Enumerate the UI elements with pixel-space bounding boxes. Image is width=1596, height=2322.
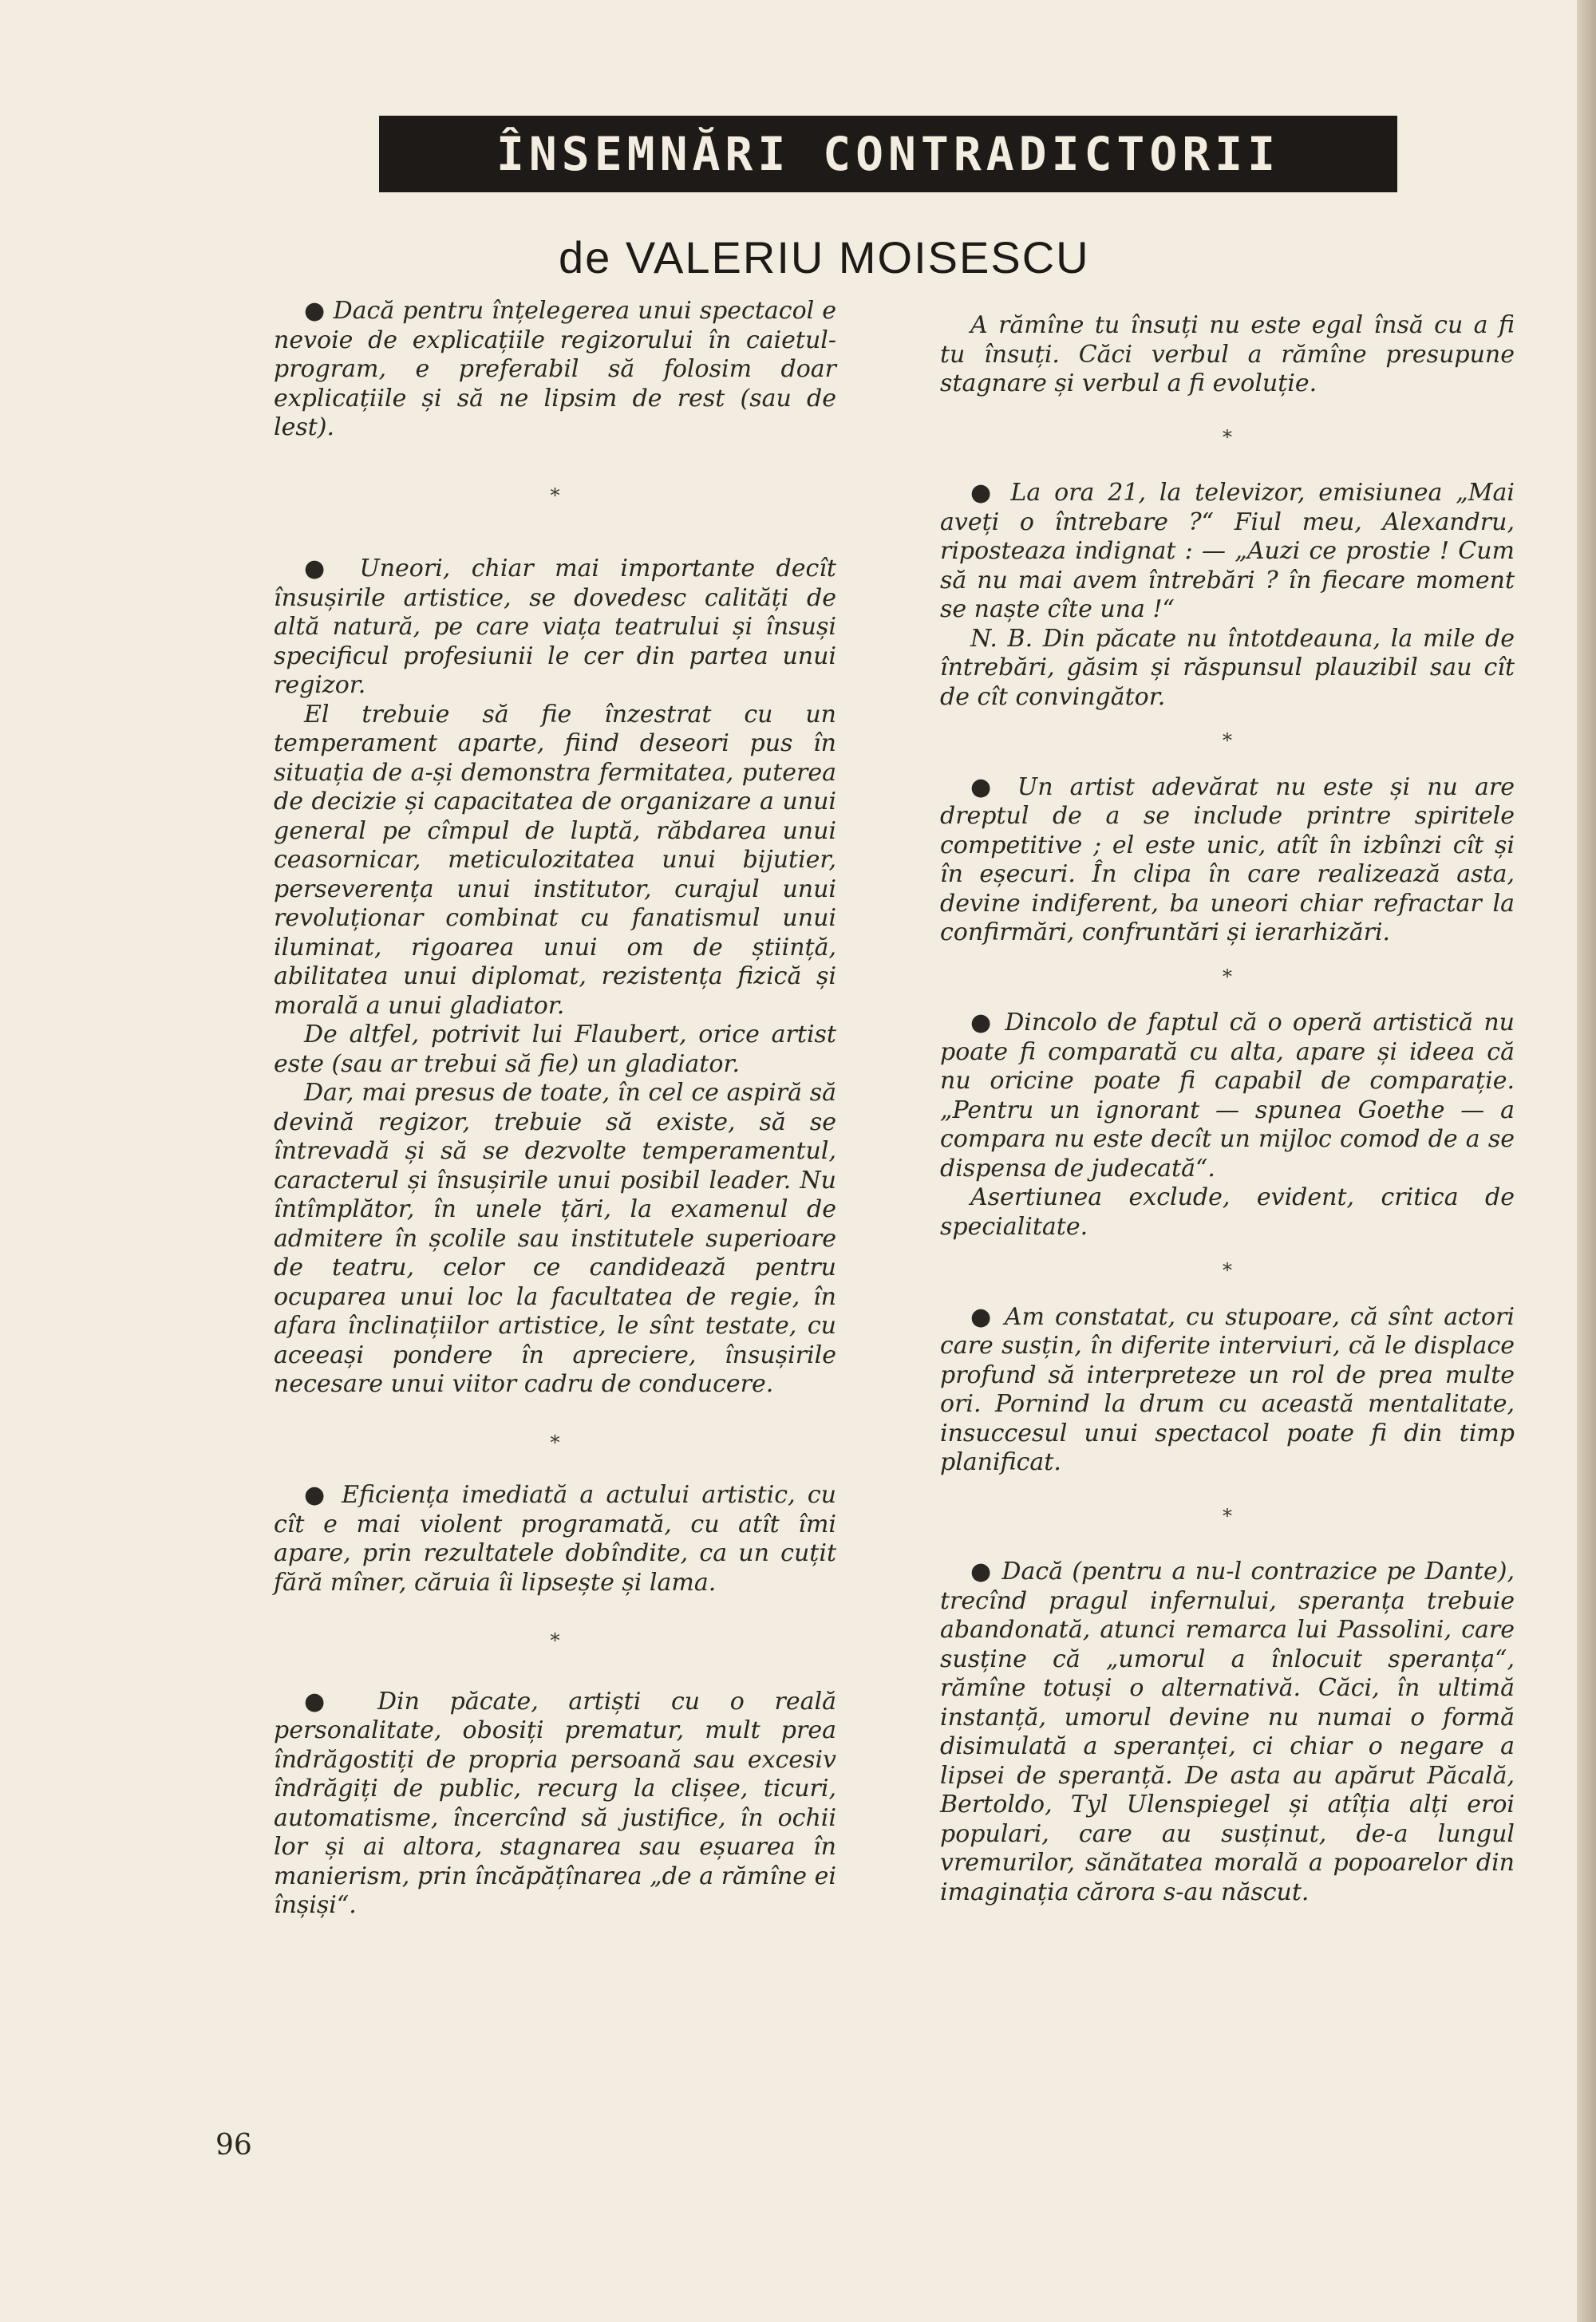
paragraph: [940, 1558, 1515, 1907]
left-column: [274, 297, 836, 1921]
separator-star: *: [1223, 965, 1232, 988]
bullet-icon: ●: [304, 297, 326, 325]
separator-star: *: [1223, 729, 1232, 752]
bullet-icon: ●: [304, 555, 339, 582]
paragraph: [274, 297, 836, 443]
paragraph: [940, 1009, 1515, 1183]
bullet-icon: ●: [970, 1558, 994, 1586]
paragraph: N. B. Din păcate nu întotdeauna, la mile de întrebări, găsim și răspunsul plauzibil sau cît de cît convingător.: [940, 624, 1515, 711]
page-number: 96: [215, 2129, 252, 2162]
paragraph-text: Un artist adevărat nu este și nu are dreptul de a se include printre spiritele competitive ; el este unic, atît în izbînzi cît și în eșecuri. În clipa în care realizează asta, devine indiferent, ba uneori chiar refractar la confirmări, confruntări și ierarhizări.: [940, 772, 1515, 946]
paragraph-text: Uneori, chiar mai importante decît însușirile artistice, se dovedesc calități de altă natură, pe care viața teatrului și însuși specificul profesiunii le cer din partea unui regizor.: [274, 555, 836, 699]
paragraph: Dar, mai presus de toate, în cel ce aspiră să devină regizor, trebuie să existe, să se întrevadă și să se dezvolte temperamentul, caracterul și însușirile unui posibil leader. Nu întîmplător, în unele țări, la examenul de admitere în școlile sau institutele superioare de teatru, celor ce candidează pentru ocuparea unui loc la facultatea de regie, în afara înclinațiilor artistice, le sînt testate, cu aceeași pondere în apreciere, însușirile necesare unui viitor cadru de conducere.: [274, 1079, 836, 1398]
paragraph-text: Am constatat, cu stupoare, că sînt actori care susțin, în diferite interviuri, că le displace profund să interpreteze un rol de prea multe ori. Pornind la drum cu această mentalitate, insuccesul unui spectacol poate fi din timp planificat.: [940, 1302, 1515, 1476]
paragraph-text: Dacă pentru înțelegerea unui spectacol e nevoie de explicațiile regizorului în caietul-program, e preferabil să folosim doar explicațiile și să ne lipsim de rest (sau de lest).: [274, 297, 836, 441]
paragraph: [274, 1688, 836, 1921]
section-banner: [379, 116, 1397, 192]
bullet-icon: ●: [970, 479, 998, 507]
bullet-icon: ●: [970, 1302, 994, 1331]
separator-star: *: [1223, 1504, 1232, 1527]
separator-star: *: [550, 1431, 560, 1454]
paragraph: [274, 555, 836, 701]
bullet-icon: ●: [304, 1687, 348, 1716]
paragraph: [940, 773, 1515, 948]
page-edge: [1577, 0, 1596, 2322]
paragraph: A rămîne tu însuți nu este egal însă cu a fi tu însuți. Căci verbul a rămîne presupune stagnare și verbul a fi evoluție.: [940, 311, 1515, 397]
author-byline: de VALERIU MOISESCU: [559, 232, 1090, 282]
bullet-icon: ●: [304, 1481, 330, 1509]
bullet-icon: ●: [970, 1009, 994, 1037]
separator-star: *: [1223, 425, 1232, 448]
paragraph: [940, 1303, 1515, 1478]
right-column: [940, 311, 1515, 1907]
paragraph-text: Dacă (pentru a nu-l contrazice pe Dante), trecînd pragul infernului, speranța trebuie abandonată, atunci remarca lui Passolini, care susține că „umorul a înlocuit speranța“, rămîne totuși o alternativă. Căci, în ultimă instanță, umorul devine nu numai o formă disimulată a speranței, ci chiar o negare a lipsei de speranță. De asta au apărut Păcală, Bertoldo, Tyl Ulenspiegel și atîția alți eroi populari, care au susținut, de-a lungul vremurilor, sănătatea morală a popoarelor din imaginația cărora s-au născut.: [940, 1558, 1515, 1906]
paragraph-text: Eficiența imediată a actului artistic, cu cît e mai violent programată, cu atît îmi apare, prin rezultatele dobîndite, ca un cuțit fără mîner, căruia îi lipsește și lama.: [274, 1481, 836, 1597]
separator-star: *: [1223, 1259, 1232, 1281]
paragraph: El trebuie să fie înzestrat cu un temperament aparte, fiind deseori pus în situația de a-și demonstra fermitatea, puterea de decizie și capacitatea de organizare a unui general pe cîmpul de luptă, răbdarea unui ceasornicar, meticulozitatea unui bijutier, perseverența unui institutor, curajul unui revoluționar combinat cu fanatismul unui iluminat, rigoarea unui om de știință, abilitatea unui diplomat, rezistența fizică și morală a unui gladiator.: [274, 700, 836, 1020]
paragraph: [940, 479, 1515, 625]
paragraph: De altfel, potrivit lui Flaubert, orice artist este (sau ar trebui să fie) un gladiator.: [274, 1021, 836, 1078]
separator-star: *: [550, 484, 560, 507]
bullet-icon: ●: [970, 772, 1001, 801]
paragraph: Asertiunea exclude, evident, critica de specialitate.: [940, 1183, 1515, 1241]
paragraph-text: Dincolo de faptul că o operă artistică nu poate fi comparată cu alta, apare și ideea că nu oricine poate fi capabil de comparație. „Pentru un ignorant — spunea Goethe — a compara nu este decît un mijloc comod de a se dispensa de judecată“.: [940, 1009, 1515, 1183]
separator-star: *: [550, 1629, 560, 1652]
paragraph-text: Din păcate, artiști cu o reală personalitate, obosiți prematur, mult prea îndrăgostiți de propria persoană sau excesiv îndrăgiți de public, recurg la clișee, ticuri, automatisme, încercînd să justifice, în ochii lor și ai altora, stagnarea sau eșuarea în manierism, prin încăpățînarea „de a rămîne ei înșiși“.: [274, 1687, 836, 1919]
paragraph-text: La ora 21, la televizor, emisiunea „Mai aveți o întrebare ?“ Fiul meu, Alexandru, riposteaza indignat : — „Auzi ce prostie ! Cum să nu mai avem întrebări ? în fiecare moment se naște cîte una !“: [940, 479, 1515, 623]
paragraph: [274, 1481, 836, 1597]
banner-title: ÎNSEMNĂRI CONTRADICTORII: [496, 127, 1281, 181]
